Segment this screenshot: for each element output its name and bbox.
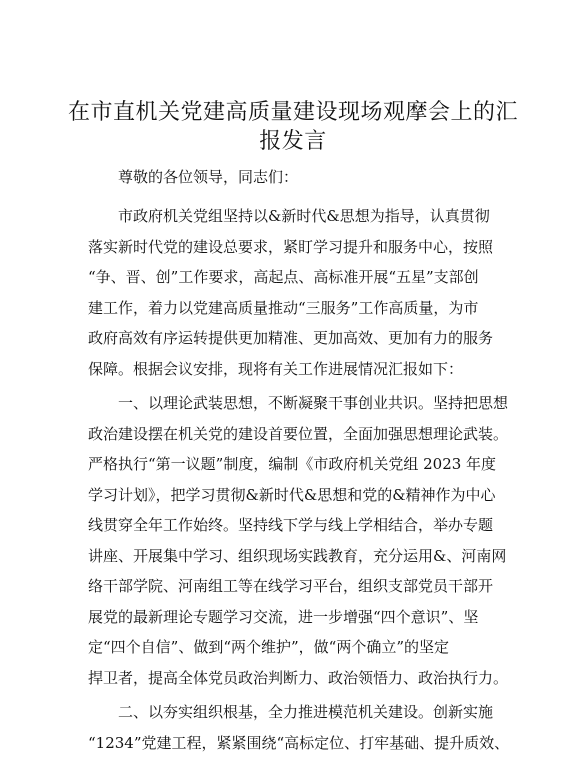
paragraph-intro [88, 201, 518, 384]
text-line: 展党的最新理论专题学习交流，进一步增强“四个意识”、坚 [88, 607, 479, 626]
document-title [60, 98, 526, 156]
title-line: 在市直机关党建高质量建设现场观摩会上的汇 [67, 100, 518, 125]
text-line: “争、晋、创”工作要求，高起点、高标准开展“五星”支部创 [88, 268, 479, 286]
text-line: 一、以理论武装思想，不断凝聚干事创业共识。坚持把思想 [118, 394, 509, 412]
text-line: 捍卫者，提高全体党员政治判断力、政治领悟力、政治执行力。 [88, 668, 509, 687]
paragraph-section-2 [88, 697, 518, 758]
text-line: 建工作，着力以党建高质量推动“三服务”工作高质量，为市 [88, 298, 479, 317]
text-line: 络干部学院、河南组工等在线学习平台，组织支部党员干部开 [88, 577, 494, 595]
text-line: “1234”党建工程，紧紧围绕“高标定位、打牢基础、提升质效、 [88, 733, 510, 752]
text-line: 保障。根据会议安排，现将有关工作进展情况汇报如下： [88, 359, 464, 378]
greeting: 尊敬的各位领导，同志们： [118, 168, 299, 186]
text-line: 政府高效有序运转提供更加精准、更加高效、更加有力的服务 [88, 329, 494, 347]
text-line: 政治建设摆在机关党的建设首要位置，全面加强思想理论武装。 [88, 424, 509, 443]
text-line: 定“四个自信”、做到“两个维护”，做“两个确立”的坚定 [88, 638, 450, 656]
text-line: 线贯穿全年工作始终。坚持线下学与线上学相结合，举办专题 [88, 516, 494, 534]
text-line: 二、以夯实组织根基，全力推进模范机关建设。创新实施 [118, 703, 494, 721]
text-line: 讲座、开展集中学习、组织现场实践教育，充分运用&、河南网 [88, 546, 507, 565]
paragraph-section-1 [88, 388, 518, 693]
text-line: 市政府机关党组坚持以&新时代&思想为指导，认真贯彻 [118, 207, 490, 225]
text-line: 落实新时代党的建设总要求，紧盯学习提升和服务中心，按照 [88, 237, 494, 256]
document-body [88, 162, 518, 762]
text-line: 学习计划》，把学习贯彻&新时代&思想和党的&精神作为中心 [88, 485, 496, 504]
title-line: 报发言 [259, 129, 327, 154]
text-line: 严格执行“第一议题”制度，编制《市政府机关党组 2023 年度 [88, 455, 497, 473]
